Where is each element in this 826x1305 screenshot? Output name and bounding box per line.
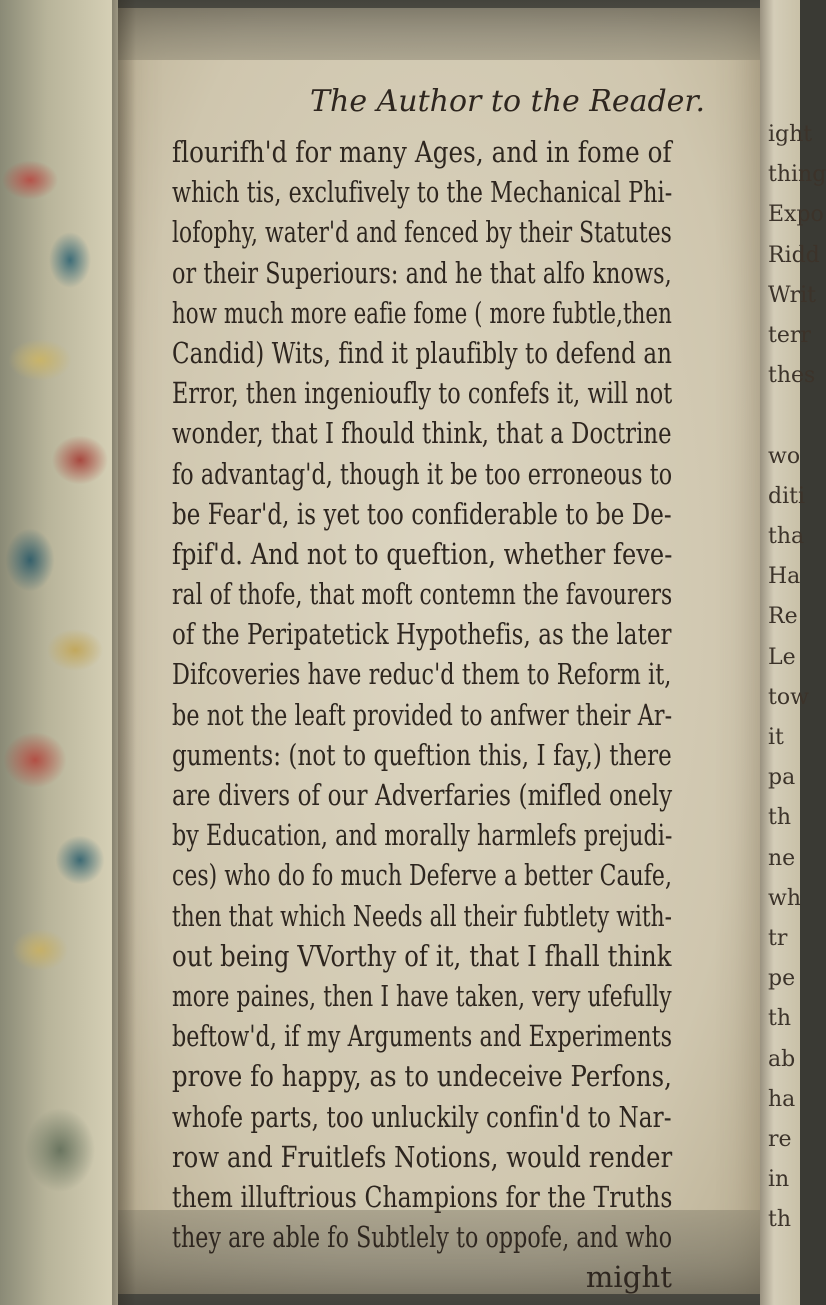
adjacent-page-fragment: Ridd <box>768 242 820 268</box>
adjacent-page-fragment: th <box>768 1207 792 1233</box>
adjacent-page-fragment: pa <box>768 765 796 791</box>
adjacent-page-fragment: ight <box>768 122 813 147</box>
text-line: ral of thofe, that moft contemn the favourers <box>172 577 673 612</box>
text-line: beftow'd, if my Arguments and Experiments <box>172 1019 673 1054</box>
catchword: might <box>585 1260 672 1295</box>
page-text <box>172 132 672 1297</box>
text-line: ces) who do fo much Deferve a better Caufe, <box>172 858 673 893</box>
adjacent-page-fragment: Expo <box>768 202 824 228</box>
adjacent-page-fragment: ha <box>768 1086 796 1112</box>
text-line: are divers of our Adverfaries (mifled onely <box>172 778 673 812</box>
text-line: them illuftrious Champions for the Truths <box>172 1179 673 1214</box>
text-line: out being VVorthy of it, that I fhall think <box>172 938 672 973</box>
adjacent-page-fragment: tha <box>768 524 805 549</box>
adjacent-page-fragment: wh <box>768 885 801 911</box>
adjacent-page-fragment: terr <box>768 323 811 348</box>
text-line: how much more eafie fome ( more fubtle,then <box>172 295 672 330</box>
adjacent-page-fragment: wo <box>768 443 801 469</box>
text-line: guments: (not to queftion this, I fay,) there <box>172 737 672 772</box>
text-line: whofe parts, too unluckily confin'd to Nar- <box>172 1099 672 1134</box>
text-line: which tis, exclufively to the Mechanical Phi- <box>172 175 673 210</box>
adjacent-page-fragment: it <box>768 725 784 750</box>
text-line: they are able fo Subtlely to oppofe, and who <box>172 1220 673 1255</box>
adjacent-page-fragment: tow <box>768 684 809 710</box>
adjacent-page-fragment: th <box>768 1006 792 1032</box>
adjacent-page-fragment: re <box>768 1127 792 1152</box>
text-line: prove fo happy, as to undeceive Perfons, <box>172 1059 672 1094</box>
adjacent-page-fragment: pe <box>768 966 796 992</box>
adjacent-page-fragment: tr <box>768 926 788 951</box>
page-top-shadow <box>118 0 760 60</box>
text-line: then that which Needs all their fubtlety with- <box>172 898 672 933</box>
adjacent-page-edge <box>760 0 826 1305</box>
text-line: fpif'd. And not to queftion, whether feve- <box>172 536 673 571</box>
running-header: The Author to the Reader. <box>310 84 706 119</box>
text-line: row and Fruitlefs Notions, would render <box>172 1139 673 1174</box>
text-line: flourifh'd for many Ages, and in fome of <box>172 135 672 169</box>
text-line: wonder, that I fhould think, that a Doctrine <box>172 416 672 451</box>
adjacent-page-fragment: thes <box>768 363 816 389</box>
text-line: by Education, and morally harmlefs prejudi- <box>172 818 673 853</box>
text-line: be Fear'd, is yet too confiderable to be De- <box>172 496 672 531</box>
text-line: lofophy, water'd and fenced by their Statutes <box>172 215 672 250</box>
adjacent-page-fragment: ab <box>768 1046 796 1072</box>
text-line: more paines, then I have taken, very ufefully <box>172 978 672 1013</box>
adjacent-page-fragment: Le <box>768 644 796 670</box>
adjacent-page-fragment: Ha <box>768 564 801 590</box>
text-line: fo advantag'd, though it be too erroneous to <box>172 456 673 491</box>
adjacent-page-fragment: in <box>768 1167 790 1193</box>
gutter-shadow <box>112 0 136 1305</box>
adjacent-page-fragment: th <box>768 805 792 831</box>
adjacent-page-fragment: diti <box>768 483 805 509</box>
adjacent-page-fragment: ne <box>768 845 796 871</box>
text-line: of the Peripatetick Hypothefis, as the later <box>172 617 672 652</box>
text-line: Candid) Wits, find it plaufibly to defend an <box>172 335 672 370</box>
adjacent-page-fragment: thing <box>768 162 826 188</box>
text-line: be not the leaft provided to anfwer their Ar- <box>172 697 673 732</box>
text-line: Difcoveries have reduc'd them to Reform it, <box>172 657 672 692</box>
marbled-endpaper <box>0 0 118 1305</box>
adjacent-page-fragment: Re <box>768 604 798 630</box>
text-line: Error, then ingenioufly to confefs it, will not <box>172 376 673 411</box>
text-line: or their Superiours: and he that alfo knows, <box>172 255 672 290</box>
adjacent-page-fragment: Writ <box>768 282 817 308</box>
